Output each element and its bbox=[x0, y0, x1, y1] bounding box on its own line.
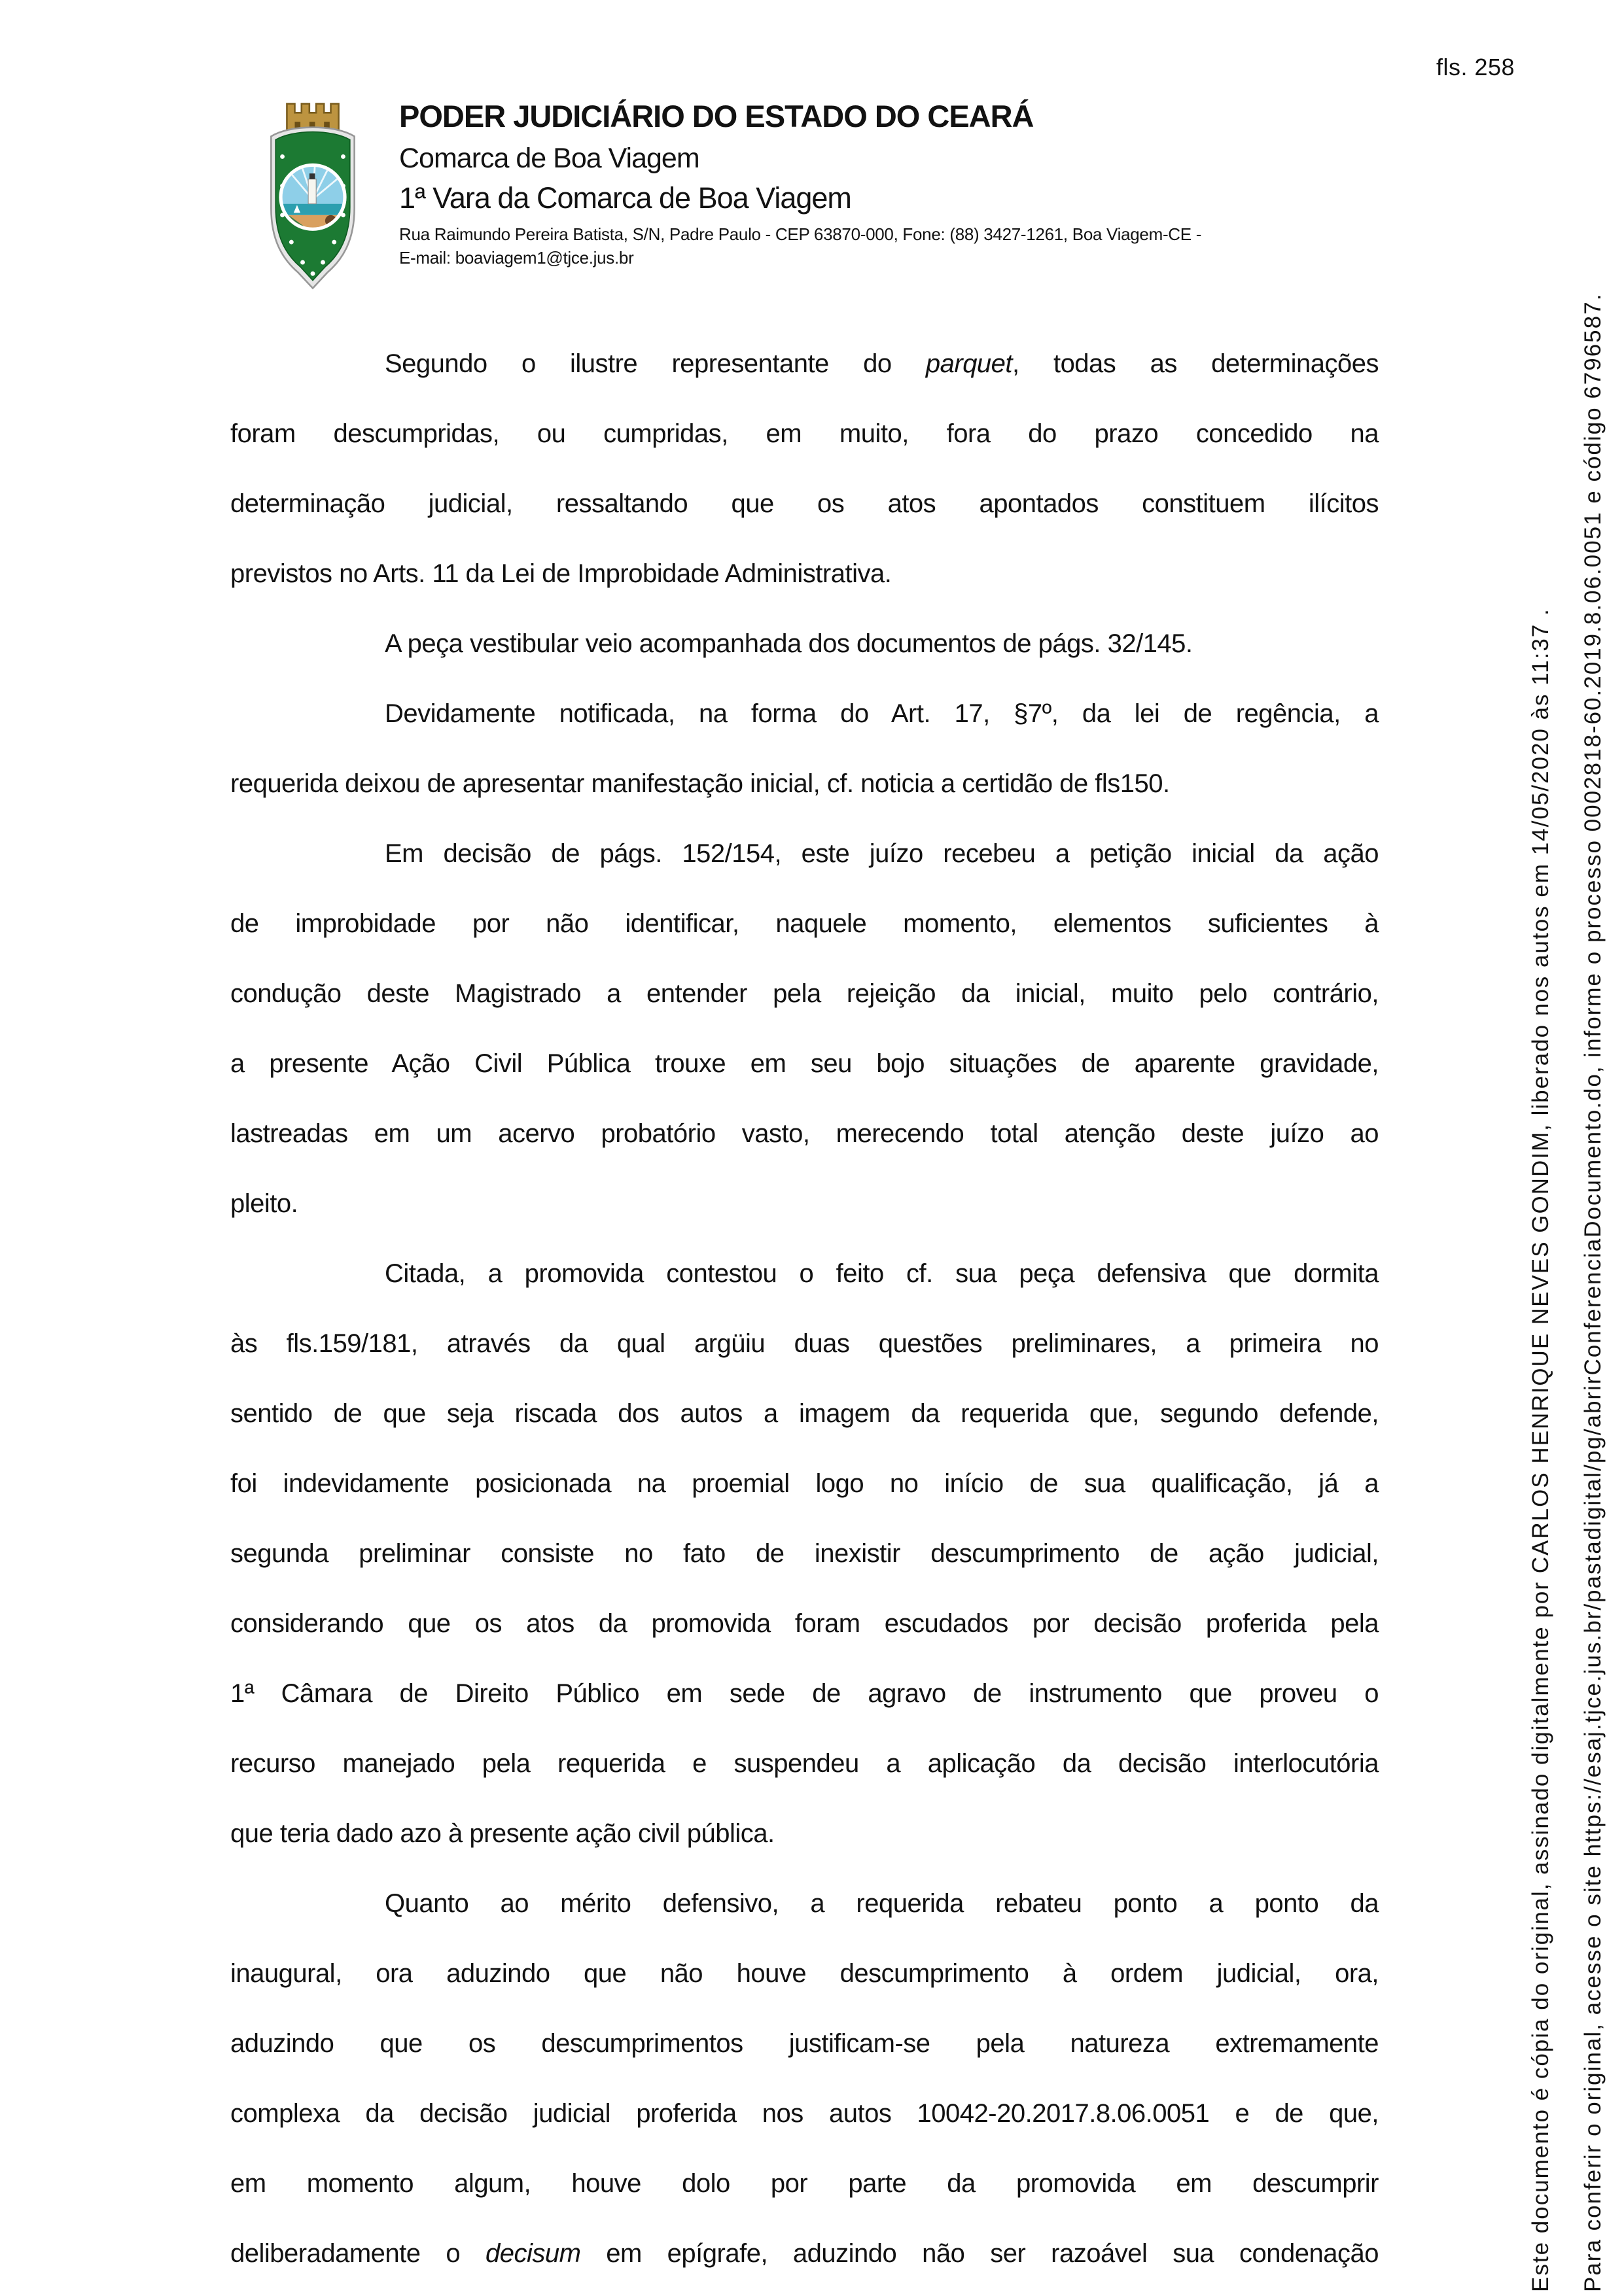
text-segment: de improbidade por não identificar, naquele momento, elementos suficientes à bbox=[230, 909, 1379, 938]
text-line bbox=[230, 2149, 1379, 2219]
text-line bbox=[230, 1869, 1379, 1939]
text-segment: Devidamente notificada, na forma do Art. 17, §7º, da lei de regência, a bbox=[385, 699, 1379, 728]
text-line bbox=[230, 1519, 1379, 1589]
text-segment: Quanto ao mérito defensivo, a requerida rebateu ponto a ponto da bbox=[385, 1889, 1379, 1918]
vara-name: 1ª Vara da Comarca de Boa Viagem bbox=[399, 181, 851, 215]
digital-signature-stamp: Este documento é cópia do original, assinado digitalmente por CARLOS HENRIQUE NEVES GONDIM, liberado nos autos em 14/05/2020 às 11:37 . bbox=[1528, 608, 1553, 2292]
letterhead bbox=[399, 98, 1420, 268]
text-line bbox=[230, 609, 1379, 679]
verification-instructions-stamp: Para conferir o original, acesse o site https://esaj.tjce.jus.br/pastadigital/pg/abrirConferenciaDocumento.do, informe o processo 0002818-60.2019.8.06.0051 e código 6796587. bbox=[1580, 292, 1606, 2292]
text-segment: segunda preliminar consiste no fato de inexistir descumprimento de ação judicial, bbox=[230, 1539, 1379, 1568]
folio-number: fls. 258 bbox=[1436, 54, 1515, 80]
text-segment: previstos no Arts. 11 da Lei de Improbidade Administrativa. bbox=[230, 559, 892, 588]
text-line bbox=[230, 749, 1379, 819]
text-segment: em epígrafe, aduzindo não ser razoável sua condenação bbox=[580, 2239, 1379, 2268]
text-segment: lastreadas em um acervo probatório vasto, merecendo total atenção deste juízo ao bbox=[230, 1119, 1379, 1148]
text-line bbox=[230, 1029, 1379, 1099]
text-line bbox=[230, 1239, 1379, 1309]
text-line bbox=[230, 2219, 1379, 2289]
text-line bbox=[230, 1729, 1379, 1799]
ceara-coat-of-arms-logo bbox=[256, 86, 369, 294]
text-line bbox=[230, 1659, 1379, 1729]
latin-term-italic: parquet bbox=[925, 349, 1013, 378]
text-segment: complexa da decisão judicial proferida nos autos 10042-20.2017.8.06.0051 e de que, bbox=[230, 2099, 1379, 2128]
text-line bbox=[230, 679, 1379, 749]
coat-of-arms-icon bbox=[256, 86, 369, 294]
text-segment: considerando que os atos da promovida foram escudados por decisão proferida pela bbox=[230, 1609, 1379, 1638]
text-line bbox=[230, 1939, 1379, 2009]
text-segment: a presente Ação Civil Pública trouxe em seu bojo situações de aparente gravidade, bbox=[230, 1049, 1379, 1078]
text-line bbox=[230, 819, 1379, 889]
text-segment: recurso manejado pela requerida e suspendeu a aplicação da decisão interlocutória bbox=[230, 1749, 1379, 1778]
court-address: Rua Raimundo Pereira Batista, S/N, Padre Paulo - CEP 63870-000, Fone: (88) 3427-1261, Boa Viagem-CE - bbox=[399, 224, 1202, 244]
text-segment: foram descumpridas, ou cumpridas, em muito, fora do prazo concedido na bbox=[230, 419, 1379, 448]
text-line bbox=[230, 1099, 1379, 1169]
document-body bbox=[230, 329, 1379, 2289]
text-line bbox=[230, 329, 1379, 399]
comarca-name: Comarca de Boa Viagem bbox=[399, 143, 699, 174]
text-line bbox=[230, 1379, 1379, 1449]
text-line bbox=[230, 2009, 1379, 2079]
text-segment: Em decisão de págs. 152/154, este juízo recebeu a petição inicial da ação bbox=[385, 839, 1379, 868]
text-segment: às fls.159/181, através da qual argüiu duas questões preliminares, a primeira no bbox=[230, 1329, 1379, 1358]
text-segment: foi indevidamente posicionada na proemial logo no início de sua qualificação, já a bbox=[230, 1469, 1379, 1498]
text-segment: Citada, a promovida contestou o feito cf. sua peça defensiva que dormita bbox=[385, 1259, 1379, 1288]
text-segment: sentido de que seja riscada dos autos a imagem da requerida que, segundo defende, bbox=[230, 1399, 1379, 1428]
text-segment: , todas as determinações bbox=[1012, 349, 1379, 378]
text-line bbox=[230, 2079, 1379, 2149]
text-line bbox=[230, 1589, 1379, 1659]
text-line bbox=[230, 959, 1379, 1029]
text-segment: aduzindo que os descumprimentos justificam-se pela natureza extremamente bbox=[230, 2029, 1379, 2058]
text-segment: requerida deixou de apresentar manifestação inicial, cf. noticia a certidão de fls150. bbox=[230, 769, 1170, 798]
text-line bbox=[230, 399, 1379, 469]
text-segment: condução deste Magistrado a entender pela rejeição da inicial, muito pelo contrário, bbox=[230, 979, 1379, 1008]
text-segment: que teria dado azo à presente ação civil pública. bbox=[230, 1819, 775, 1848]
text-segment: 1ª Câmara de Direito Público em sede de agravo de instrumento que proveu o bbox=[230, 1679, 1379, 1708]
text-segment: A peça vestibular veio acompanhada dos documentos de págs. 32/145. bbox=[385, 629, 1193, 658]
text-segment: inaugural, ora aduzindo que não houve descumprimento à ordem judicial, ora, bbox=[230, 1959, 1379, 1988]
text-line bbox=[230, 1169, 1379, 1239]
text-segment: pleito. bbox=[230, 1189, 298, 1218]
court-email: E-mail: boaviagem1@tjce.jus.br bbox=[399, 248, 634, 268]
court-name: PODER JUDICIÁRIO DO ESTADO DO CEARÁ bbox=[399, 99, 1034, 133]
text-line bbox=[230, 1799, 1379, 1869]
text-line bbox=[230, 539, 1379, 609]
text-line bbox=[230, 889, 1379, 959]
text-segment: deliberadamente o bbox=[230, 2239, 485, 2268]
latin-term-italic: decisum bbox=[485, 2239, 581, 2268]
text-line bbox=[230, 1449, 1379, 1519]
text-segment: em momento algum, houve dolo por parte da promovida em descumprir bbox=[230, 2169, 1379, 2198]
text-line bbox=[230, 1309, 1379, 1379]
text-segment: Segundo o ilustre representante do bbox=[385, 349, 926, 378]
text-line bbox=[230, 469, 1379, 539]
text-segment: determinação judicial, ressaltando que os atos apontados constituem ilícitos bbox=[230, 489, 1379, 518]
